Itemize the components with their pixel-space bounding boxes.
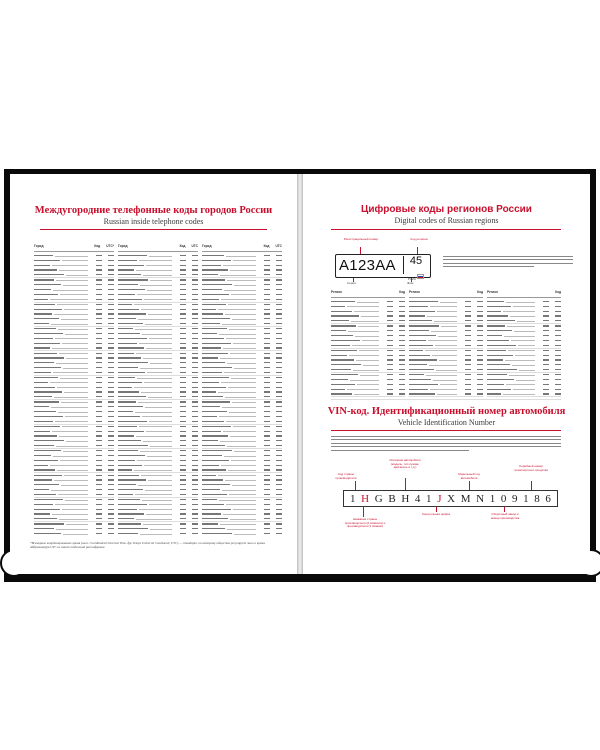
vin-char: 6 [545,492,551,505]
list-item [202,317,282,320]
list-item [118,332,198,335]
list-item [202,308,282,311]
vin-label-model-year: Модельный год автомобиля [458,472,480,480]
list-item [118,493,198,496]
list-item [487,329,561,332]
list-item [331,300,405,303]
list-item [202,293,282,296]
list-item [34,405,114,408]
list-item [34,512,114,515]
left-title-rule [40,229,267,230]
list-item [409,339,483,342]
list-item [34,420,114,423]
vin-char: M [460,492,471,505]
list-item [34,356,114,359]
list-item [34,483,114,486]
list-item [34,415,114,418]
list-item [34,434,114,437]
list-item [487,324,561,327]
list-item [118,278,198,281]
list-item [34,517,114,520]
list-item [34,317,114,320]
list-item [34,527,114,530]
list-item [331,354,405,357]
vin-char: 0 [500,492,507,505]
list-item [34,303,114,306]
list-item [118,468,198,471]
list-item [331,324,405,327]
list-item [487,339,561,342]
column-header: Регион Код [331,290,405,298]
list-item [331,383,405,386]
list-item [118,478,198,481]
plate-number: А123АА [339,257,396,274]
list-item [118,517,198,520]
list-item [118,342,198,345]
list-item [34,478,114,481]
plate-right-label: Флаг [407,281,414,285]
list-item [409,392,483,395]
list-item [118,381,198,384]
vin-top-rule [331,399,561,400]
list-item [202,386,282,389]
vin-label-description: Описание автомобиля (модель, тип кузова, двигатель и т.д.) [389,458,421,470]
plate-region-label: Код региона [410,237,428,241]
list-item [118,474,198,477]
list-item [118,283,198,286]
list-item [202,474,282,477]
vin-label-serial: Серийный номер транспортного средства [514,464,548,472]
list-item [487,305,561,308]
list-item [202,376,282,379]
list-item [118,395,198,398]
list-item [202,259,282,262]
list-item [202,478,282,481]
list-item [34,268,114,271]
list-item [202,366,282,369]
list-item [202,425,282,428]
list-item [118,298,198,301]
list-item [118,434,198,437]
list-item [118,337,198,340]
list-item [409,305,483,308]
list-item [487,354,561,357]
list-item [202,498,282,501]
list-item [409,319,483,322]
codes-column-2 [118,244,198,537]
list-item [118,483,198,486]
list-item [34,439,114,442]
list-item [34,337,114,340]
list-item [34,312,114,315]
list-item [118,512,198,515]
right-title-rule [331,229,561,230]
list-item [202,488,282,491]
list-item [331,392,405,395]
list-item [34,468,114,471]
list-item [118,464,198,467]
list-item [118,352,198,355]
list-item [409,324,483,327]
list-item [202,434,282,437]
list-item [487,314,561,317]
regions-column-3 [487,290,561,398]
list-item [34,342,114,345]
list-item [487,358,561,361]
list-item [331,310,405,313]
list-item [202,346,282,349]
list-item [202,454,282,457]
list-item [34,259,114,262]
vin-char: 4 [414,492,421,505]
list-item [331,344,405,347]
list-item [487,319,561,322]
column-header: Город Код UTC [118,244,198,252]
list-item [487,392,561,395]
list-item [118,532,198,535]
list-item [487,378,561,381]
list-item [202,361,282,364]
list-item [202,410,282,413]
list-item [34,264,114,267]
vin-code-box [343,490,558,507]
list-item [331,314,405,317]
list-item [487,344,561,347]
list-item [118,361,198,364]
left-page-subtitle: Russian inside telephone codes [103,217,204,226]
list-item [118,356,198,359]
list-item [34,288,114,291]
list-item [487,388,561,391]
list-item [331,305,405,308]
list-item [409,349,483,352]
list-item [202,356,282,359]
list-item [202,444,282,447]
list-item [118,386,198,389]
list-item [118,312,198,315]
list-item [118,488,198,491]
list-item [34,371,114,374]
list-item [409,314,483,317]
left-page-title: Междугородние телефонные коды городов России [34,205,273,216]
list-item [409,334,483,337]
list-item [118,522,198,525]
list-item [118,430,198,433]
column-header: Город Код UTC* [34,244,114,252]
list-item [118,259,198,262]
vin-label-manufacturer: Название страны производителя (2 символа) и производителя (1 символ) [344,517,386,529]
column-header: Город Код UTC [202,244,282,252]
list-item [331,363,405,366]
list-item [118,273,198,276]
list-item [34,400,114,403]
plate-country: RUS [408,277,416,281]
list-item [409,368,483,371]
list-item [331,334,405,337]
list-item [118,454,198,457]
list-item [202,264,282,267]
list-item [118,400,198,403]
list-item [118,527,198,530]
list-item [202,381,282,384]
vin-char: H [401,492,410,505]
flag-icon [417,274,424,279]
list-item [202,268,282,271]
list-item [331,388,405,391]
right-page-title: Цифровые коды регионов России [361,204,532,215]
list-item [487,383,561,386]
list-item [202,508,282,511]
list-item [118,439,198,442]
vin-description [331,436,561,453]
plate-region [403,255,428,281]
list-item [487,373,561,376]
list-item [118,425,198,428]
list-item [409,383,483,386]
vin-char: 1 [489,492,496,505]
list-item [202,303,282,306]
vin-char: 1 [523,492,529,505]
vin-char: N [476,492,485,505]
vin-char: G [374,492,383,505]
list-item [34,293,114,296]
list-item [118,303,198,306]
list-item [118,503,198,506]
column-header: Регион Код [409,290,483,298]
list-item [118,327,198,330]
vin-char: 9 [512,492,518,505]
list-item [34,430,114,433]
vin-char: 1 [350,492,356,505]
list-item [34,454,114,457]
list-item [202,283,282,286]
codes-column-1 [34,244,114,537]
list-item [118,390,198,393]
list-item [34,283,114,286]
list-item [202,459,282,462]
list-item [34,444,114,447]
list-item [202,395,282,398]
list-item [34,508,114,511]
list-item [331,349,405,352]
list-item [487,334,561,337]
list-item [202,312,282,315]
codes-column-3 [202,244,282,537]
list-item [487,310,561,313]
license-plate [335,254,431,281]
list-item [34,449,114,452]
list-item [202,532,282,535]
vin-title-rule [331,430,561,431]
column-header: Регион Код [487,290,561,298]
vin-char: J [437,492,442,505]
plate-description [443,256,573,270]
list-item [34,395,114,398]
list-item [34,488,114,491]
list-item [202,430,282,433]
list-item [202,415,282,418]
list-item [202,337,282,340]
left-page [10,174,297,574]
vin-title: VIN-код. Идентификационный номер автомобиля [327,406,566,417]
list-item [34,464,114,467]
list-item [202,464,282,467]
list-item [202,493,282,496]
list-item [34,386,114,389]
list-item [487,363,561,366]
list-item [34,278,114,281]
list-item [118,376,198,379]
list-item [118,288,198,291]
list-item [34,361,114,364]
list-item [118,317,198,320]
list-item [331,329,405,332]
list-item [331,339,405,342]
list-item [487,349,561,352]
footnote: *Всемирное координированное время (англ. Coordinated Universal Time, фр. Temps Universel Coordonné; UTC) — стандарт, по которому общество регулирует часы и время. Аббревиатура UTC не имеет отдельной расшифровки. [30,541,266,549]
list-item [409,329,483,332]
list-item [34,390,114,393]
right-page [303,174,590,574]
list-item [118,420,198,423]
list-item [202,278,282,281]
list-item [34,273,114,276]
list-item [34,327,114,330]
list-item [118,268,198,271]
list-item [409,388,483,391]
list-item [202,352,282,355]
list-item [202,332,282,335]
list-item [118,449,198,452]
list-item [34,346,114,349]
list-item [331,358,405,361]
list-item [34,498,114,501]
list-item [409,310,483,313]
list-item [34,459,114,462]
list-item [34,425,114,428]
vin-char: H [361,492,370,505]
list-item [202,371,282,374]
list-item [34,254,114,257]
list-item [118,415,198,418]
list-item [202,420,282,423]
vin-label-plant: Сборочный завод и номер производства [490,512,520,520]
list-item [202,405,282,408]
list-item [34,298,114,301]
list-item [118,366,198,369]
list-item [409,354,483,357]
list-item [34,376,114,379]
vin-subtitle: Vehicle Identification Number [397,418,496,427]
list-item [34,522,114,525]
list-item [34,474,114,477]
list-item [34,503,114,506]
list-item [409,373,483,376]
list-item [118,254,198,257]
list-item [487,300,561,303]
vin-label-country: Код страны производителя [335,472,357,480]
list-item [34,381,114,384]
list-item [118,508,198,511]
list-item [202,468,282,471]
list-item [118,293,198,296]
list-item [118,459,198,462]
list-item [202,298,282,301]
list-item [118,410,198,413]
list-item [118,371,198,374]
list-item [409,300,483,303]
list-item [202,390,282,393]
list-item [202,342,282,345]
vin-char: 1 [426,492,432,505]
list-item [118,444,198,447]
list-item [118,346,198,349]
list-item [409,344,483,347]
list-item [331,373,405,376]
list-item [118,308,198,311]
list-item [331,368,405,371]
vin-char: B [388,492,396,505]
list-item [331,378,405,381]
list-item [34,532,114,535]
list-item [202,288,282,291]
list-item [34,322,114,325]
list-item [34,493,114,496]
list-item [202,400,282,403]
list-item [202,527,282,530]
list-item [202,254,282,257]
list-item [202,503,282,506]
list-item [202,327,282,330]
list-item [34,308,114,311]
regions-column-1 [331,290,405,398]
list-item [202,273,282,276]
plate-left-label: Серия [347,281,356,285]
list-item [202,439,282,442]
list-item [487,368,561,371]
list-item [34,332,114,335]
list-item [118,498,198,501]
list-item [34,410,114,413]
list-item [202,449,282,452]
vin-char: X [447,492,456,505]
list-item [34,366,114,369]
list-item [331,319,405,322]
list-item [118,264,198,267]
list-item [202,512,282,515]
regions-column-2 [409,290,483,398]
vin-char: 8 [534,492,540,505]
plate-series-label: Регистрационный номер [343,237,379,241]
list-item [118,405,198,408]
list-item [202,322,282,325]
list-item [409,363,483,366]
right-page-subtitle: Digital codes of Russian regions [394,216,499,225]
list-item [409,358,483,361]
list-item [202,483,282,486]
list-item [118,322,198,325]
list-item [202,517,282,520]
list-item [202,522,282,525]
plate-region-code: 45 [409,255,423,267]
list-item [409,378,483,381]
list-item [34,352,114,355]
vin-label-check-digit: Контрольная цифра [421,512,450,516]
